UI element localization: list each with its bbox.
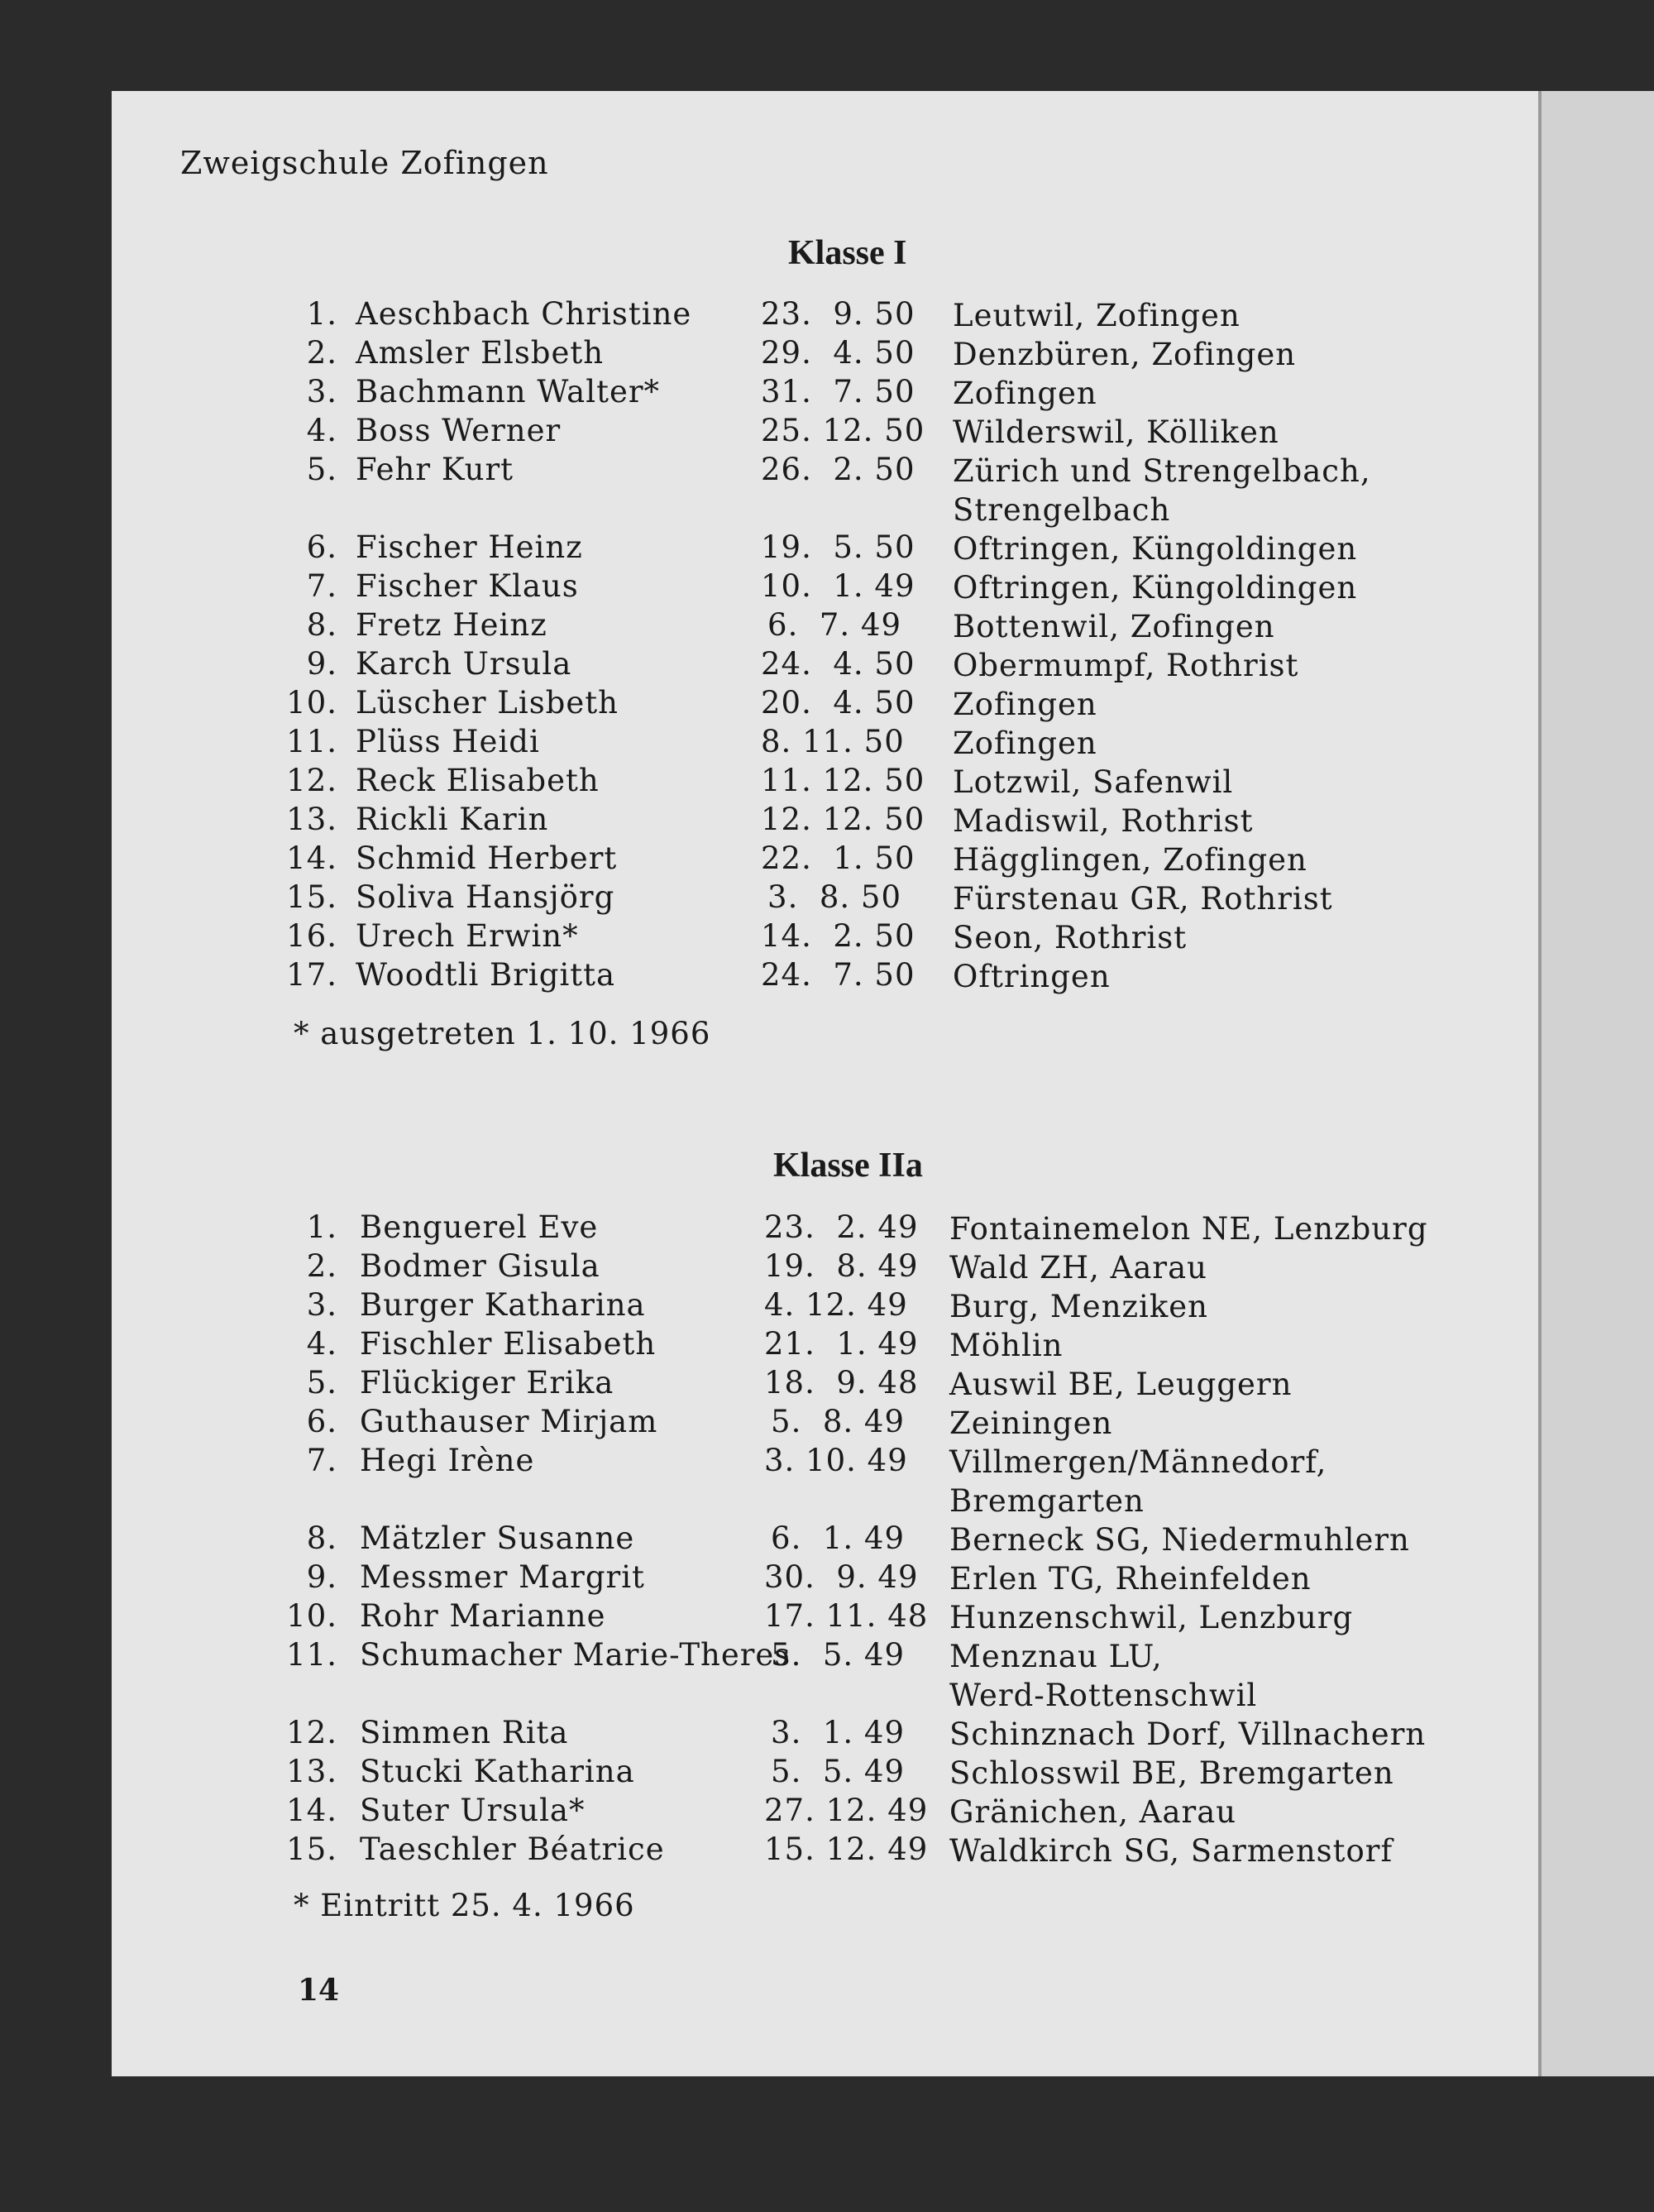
row-place: Zeiningen: [949, 1405, 1113, 1441]
row-place: Schinznach Dorf, Villnachern: [949, 1716, 1427, 1752]
row-number: 4.: [306, 413, 337, 448]
row-place: Madiswil, Rothrist: [953, 803, 1254, 839]
row-date: 11. 12. 50: [761, 763, 925, 798]
row-date: 14. 2. 50: [761, 918, 915, 954]
row-number: 13.: [286, 802, 337, 837]
row-place: Hunzenschwil, Lenzburg: [949, 1600, 1354, 1635]
row-date: 25. 12. 50: [761, 413, 925, 448]
row-name: Aeschbach Christine: [356, 296, 692, 332]
row-date: 20. 4. 50: [761, 685, 915, 721]
row-number: 6.: [306, 529, 337, 565]
row-place: Burg, Menziken: [949, 1289, 1208, 1324]
row-place: Seon, Rothrist: [953, 920, 1188, 955]
row-number: 10.: [286, 1598, 337, 1634]
row-place: Wilderswil, Kölliken: [953, 414, 1279, 450]
row-place: Leutwil, Zofingen: [953, 298, 1240, 333]
klasse-2a-footnote: * Eintritt 25. 4. 1966: [294, 1888, 635, 1923]
row-number: 17.: [286, 957, 337, 993]
row-name: Soliva Hansjörg: [356, 879, 615, 915]
row-name: Fischer Heinz: [356, 529, 583, 565]
row-place-continued: Strengelbach: [953, 492, 1171, 528]
row-date: 23. 9. 50: [761, 296, 915, 332]
row-date: 3. 1. 49: [771, 1715, 905, 1750]
row-place-continued: Werd-Rottenschwil: [949, 1678, 1258, 1713]
row-place: Fürstenau GR, Rothrist: [953, 881, 1333, 917]
row-place: Oftringen, Küngoldingen: [953, 570, 1358, 606]
row-name: Fretz Heinz: [356, 607, 547, 643]
row-name: Stucki Katharina: [360, 1754, 635, 1789]
klasse-2a-title: Klasse IIa: [773, 1147, 923, 1185]
row-number: 2.: [306, 335, 337, 371]
row-number: 5.: [306, 1365, 337, 1400]
row-date: 6. 1. 49: [771, 1520, 905, 1556]
row-name: Suter Ursula*: [360, 1793, 586, 1828]
row-number: 14.: [286, 1793, 337, 1828]
row-place: Obermumpf, Rothrist: [953, 648, 1299, 683]
klasse-1-footnote: * ausgetreten 1. 10. 1966: [294, 1016, 711, 1051]
row-place: Zofingen: [953, 376, 1097, 411]
row-place: Oftringen, Küngoldingen: [953, 531, 1358, 567]
row-place: Berneck SG, Niedermuhlern: [949, 1522, 1410, 1558]
row-place: Denzbüren, Zofingen: [953, 337, 1297, 372]
row-name: Schumacher Marie-Theres: [360, 1637, 791, 1673]
row-number: 15.: [286, 1831, 337, 1867]
row-date: 17. 11. 48: [764, 1598, 929, 1634]
row-date: 26. 2. 50: [761, 452, 915, 487]
row-name: Taeschler Béatrice: [360, 1831, 665, 1867]
row-number: 1.: [306, 1209, 337, 1245]
row-number: 9.: [306, 646, 337, 682]
row-name: Simmen Rita: [360, 1715, 569, 1750]
row-date: 30. 9. 49: [764, 1559, 919, 1595]
row-date: 31. 7. 50: [761, 374, 915, 409]
row-date: 15. 12. 49: [764, 1831, 929, 1867]
row-place: Bottenwil, Zofingen: [953, 609, 1275, 644]
row-date: 8. 11. 50: [761, 724, 905, 759]
row-number: 14.: [286, 840, 337, 876]
row-number: 12.: [286, 763, 337, 798]
row-number: 8.: [306, 607, 337, 643]
row-place: Erlen TG, Rheinfelden: [949, 1561, 1312, 1597]
row-number: 7.: [306, 1443, 337, 1478]
row-number: 13.: [286, 1754, 337, 1789]
row-number: 6.: [306, 1404, 337, 1439]
row-name: Bachmann Walter*: [356, 374, 661, 409]
row-date: 5. 5. 49: [771, 1754, 905, 1789]
row-date: 23. 2. 49: [764, 1209, 919, 1245]
row-name: Bodmer Gisula: [360, 1248, 600, 1284]
row-place: Auswil BE, Leuggern: [949, 1367, 1293, 1402]
row-name: Karch Ursula: [356, 646, 572, 682]
row-name: Benguerel Eve: [360, 1209, 599, 1245]
row-name: Boss Werner: [356, 413, 562, 448]
row-name: Schmid Herbert: [356, 840, 618, 876]
row-place: Fontainemelon NE, Lenzburg: [949, 1211, 1428, 1247]
row-number: 16.: [286, 918, 337, 954]
row-number: 3.: [306, 374, 337, 409]
row-name: Lüscher Lisbeth: [356, 685, 619, 721]
row-date: 3. 8. 50: [767, 879, 901, 915]
row-number: 9.: [306, 1559, 337, 1595]
row-name: Fischer Klaus: [356, 568, 579, 604]
row-place: Menznau LU,: [949, 1639, 1163, 1674]
row-number: 8.: [306, 1520, 337, 1556]
row-date: 3. 10. 49: [764, 1443, 908, 1478]
row-place: Wald ZH, Aarau: [949, 1250, 1208, 1286]
row-number: 11.: [286, 724, 337, 759]
row-number: 7.: [306, 568, 337, 604]
row-name: Mätzler Susanne: [360, 1520, 635, 1556]
row-place: Lotzwil, Safenwil: [953, 764, 1234, 800]
row-name: Woodtli Brigitta: [356, 957, 616, 993]
row-date: 18. 9. 48: [764, 1365, 919, 1400]
row-date: 5. 8. 49: [771, 1404, 905, 1439]
row-date: 19. 8. 49: [764, 1248, 919, 1284]
row-number: 3.: [306, 1287, 337, 1323]
row-date: 19. 5. 50: [761, 529, 915, 565]
row-name: Amsler Elsbeth: [356, 335, 605, 371]
row-date: 4. 12. 49: [764, 1287, 908, 1323]
row-name: Rickli Karin: [356, 802, 549, 837]
row-place: Waldkirch SG, Sarmenstorf: [949, 1833, 1393, 1869]
row-name: Fehr Kurt: [356, 452, 514, 487]
row-number: 1.: [306, 296, 337, 332]
row-date: 6. 7. 49: [767, 607, 901, 643]
row-date: 24. 4. 50: [761, 646, 915, 682]
row-name: Hegi Irène: [360, 1443, 535, 1478]
row-date: 21. 1. 49: [764, 1326, 919, 1362]
row-place: Hägglingen, Zofingen: [953, 842, 1307, 878]
row-name: Flückiger Erika: [360, 1365, 614, 1400]
row-date: 22. 1. 50: [761, 840, 915, 876]
row-place: Zofingen: [953, 687, 1097, 722]
row-place: Villmergen/Männedorf,: [949, 1444, 1327, 1480]
row-number: 10.: [286, 685, 337, 721]
row-name: Messmer Margrit: [360, 1559, 645, 1595]
row-number: 5.: [306, 452, 337, 487]
row-place: Gränichen, Aarau: [949, 1794, 1237, 1830]
row-date: 5. 5. 49: [771, 1637, 905, 1673]
row-name: Urech Erwin*: [356, 918, 579, 954]
row-date: 24. 7. 50: [761, 957, 915, 993]
row-number: 12.: [286, 1715, 337, 1750]
next-page-edge: [1538, 91, 1654, 2076]
row-date: 12. 12. 50: [761, 802, 925, 837]
school-heading: Zweigschule Zofingen: [180, 145, 549, 181]
row-place: Zürich und Strengelbach,: [953, 453, 1371, 489]
row-place: Schlosswil BE, Bremgarten: [949, 1755, 1394, 1791]
row-name: Plüss Heidi: [356, 724, 540, 759]
row-number: 11.: [286, 1637, 337, 1673]
row-date: 27. 12. 49: [764, 1793, 929, 1828]
row-name: Rohr Marianne: [360, 1598, 606, 1634]
klasse-1-title: Klasse I: [788, 234, 907, 272]
row-date: 29. 4. 50: [761, 335, 915, 371]
row-name: Burger Katharina: [360, 1287, 646, 1323]
row-number: 15.: [286, 879, 337, 915]
row-name: Reck Elisabeth: [356, 763, 600, 798]
row-place: Zofingen: [953, 725, 1097, 761]
row-place: Möhlin: [949, 1328, 1064, 1363]
row-place-continued: Bremgarten: [949, 1483, 1145, 1519]
row-number: 4.: [306, 1326, 337, 1362]
row-place: Oftringen: [953, 959, 1111, 994]
row-name: Fischler Elisabeth: [360, 1326, 657, 1362]
row-name: Guthauser Mirjam: [360, 1404, 658, 1439]
row-number: 2.: [306, 1248, 337, 1284]
page-number: 14: [298, 1973, 340, 2008]
row-date: 10. 1. 49: [761, 568, 915, 604]
